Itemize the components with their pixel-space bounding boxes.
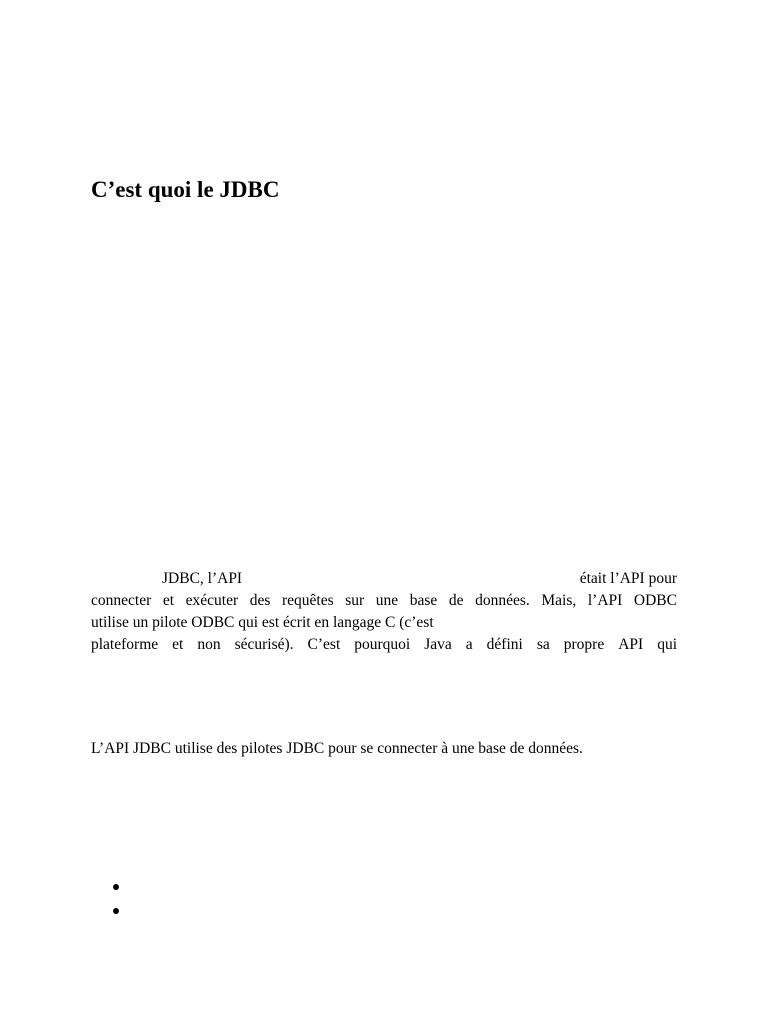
paragraph-word: qui: [657, 636, 677, 653]
paragraph-word: sur: [345, 592, 365, 609]
paragraph-line-1-start: JDBC, l’API: [162, 570, 243, 587]
paragraph-word: une: [375, 592, 399, 609]
paragraph-word: et: [162, 592, 175, 609]
paragraph-word: de: [448, 592, 464, 609]
paragraph-word: base: [409, 592, 438, 609]
paragraph-word: sécurisé).: [234, 636, 294, 653]
paragraph-word: et: [172, 636, 184, 653]
paragraph-word: a: [465, 636, 473, 653]
bullet-dot-icon: [113, 884, 119, 890]
paragraph-word: pourquoi: [354, 636, 411, 653]
paragraph-line-4: [91, 634, 677, 656]
paragraph-word: sa: [536, 636, 550, 653]
paragraph-word: non: [197, 636, 221, 653]
paragraph-word: données.: [475, 592, 530, 609]
paragraph-word: Mais,: [541, 592, 577, 609]
paragraph-word: plateforme: [91, 636, 159, 653]
paragraph-word: propre: [563, 636, 605, 653]
paragraph-jdbc-drivers: L’API JDBC utilise des pilotes JDBC pour se connecter à une base de données.: [91, 740, 583, 757]
bullet-dot-icon: [113, 908, 119, 914]
paragraph-word: exécuter: [185, 592, 239, 609]
paragraph-word: l’API: [587, 592, 623, 609]
paragraph-word: requêtes: [281, 592, 334, 609]
paragraph-line-1-end: était l’API pour: [579, 570, 677, 587]
page-title: C’est quoi le JDBC: [91, 177, 280, 202]
paragraph-word: ODBC: [633, 592, 677, 609]
paragraph-line-3: utilise un pilote ODBC qui est écrit en langage C (c’est: [91, 614, 434, 631]
paragraph-word: Java: [424, 636, 452, 653]
paragraph-line-1: [91, 568, 677, 590]
paragraph-word: C’est: [307, 636, 341, 653]
paragraph-word: connecter: [91, 592, 152, 609]
paragraph-line-2: [91, 590, 677, 612]
paragraph-word: défini: [486, 636, 523, 653]
paragraph-word: des: [249, 592, 271, 609]
paragraph-word: API: [618, 636, 644, 653]
